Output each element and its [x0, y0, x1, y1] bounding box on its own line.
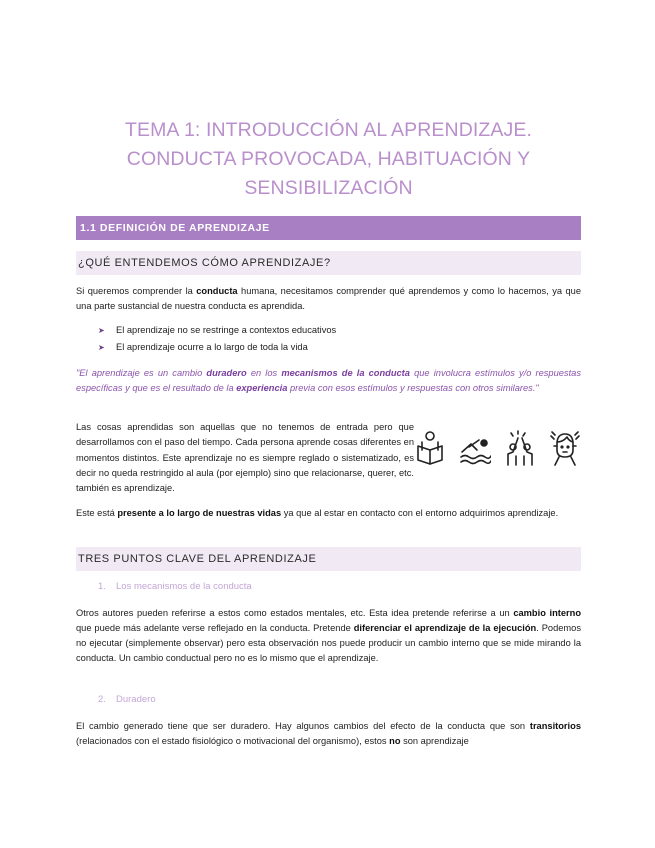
page-title	[76, 116, 581, 203]
subsection-heading-tres-puntos: TRES PUNTOS CLAVE DEL APRENDIZAJE	[76, 547, 581, 571]
swimmer-icon	[459, 430, 491, 466]
celebrating-people-icon	[504, 430, 536, 466]
arrow-bullet-icon: ➤	[98, 326, 105, 335]
paragraph-mecanismos: Otros autores pueden referirse a estos como estados mentales, etc. Esta idea pretende referirse a un cambio interno que puede más adelante verse reflejado en la conducta. Pretende diferenciar el aprendizaje de la ejecución. Podemos no ejecutar (simplemente observar) pero esta observación nos puede producir un cambio interno que se mide mirando la conducta. Un cambio conductual pero no es lo mismo que el aprendizaje.	[76, 608, 582, 663]
paragraph-presente: Este está presente a lo largo de nuestras vidas ya que al estar en contacto con el entorno adquirimos aprendizaje.	[76, 508, 559, 518]
title-line-2: CONDUCTA PROVOCADA, HABITUACIÓN Y	[126, 148, 531, 170]
bold-conducta: conducta	[196, 286, 238, 296]
point-2-heading: 2. Duradero	[98, 694, 156, 705]
definition-quote: "El aprendizaje es un cambio duradero en los mecanismos de la conducta que involucra estímulos y/o respuestas específicas y que es el resultado de la experiencia previa con esos estímulos y respuestas con otros similares."	[76, 368, 581, 393]
section-heading-definicion: 1.1 DEFINICIÓN DE APRENDIZAJE	[76, 216, 581, 240]
paragraph-cosas-aprendidas: Las cosas aprendidas son aquellas que no tenemos de entrada pero que desarrollamos con el paso del tiempo. Cada persona aprende cosas diferentes en momentos distintos. Este aprendizaje no es siempre reglado o sistematizado, es decir no queda restringido al aula (por ejemplo) sino que relacionarse, querer, etc. también es aprendizaje.	[76, 422, 414, 494]
thinking-person-icon	[549, 430, 581, 466]
paragraph-intro: Si queremos comprender la conducta humana, necesitamos comprender qué aprendemos y como lo hacemos, ya que una parte sustancial de nuestra conducta es aprendida.	[76, 286, 581, 311]
point-1-heading: 1. Los mecanismos de la conducta	[98, 581, 252, 592]
bullet-list	[98, 322, 336, 356]
list-item: ➤ El aprendizaje no se restringe a contextos educativos	[98, 322, 336, 339]
subsection-heading-que-entendemos: ¿QUÉ ENTENDEMOS CÓMO APRENDIZAJE?	[76, 251, 581, 275]
paragraph-duradero: El cambio generado tiene que ser duradero. Hay algunos cambios del efecto de la conducta que son transitorios (relacionados con el estado fisiológico o motivacional del organismo), estos no son aprendizaje	[76, 721, 581, 746]
illustration-icons	[414, 428, 581, 468]
reading-person-icon	[414, 430, 446, 466]
list-item: ➤ El aprendizaje ocurre a lo largo de toda la vida	[98, 339, 336, 356]
title-line-1: TEMA 1: INTRODUCCIÓN AL APRENDIZAJE.	[124, 119, 533, 141]
arrow-bullet-icon: ➤	[98, 343, 105, 352]
title-line-3: SENSIBILIZACIÓN	[244, 177, 413, 199]
